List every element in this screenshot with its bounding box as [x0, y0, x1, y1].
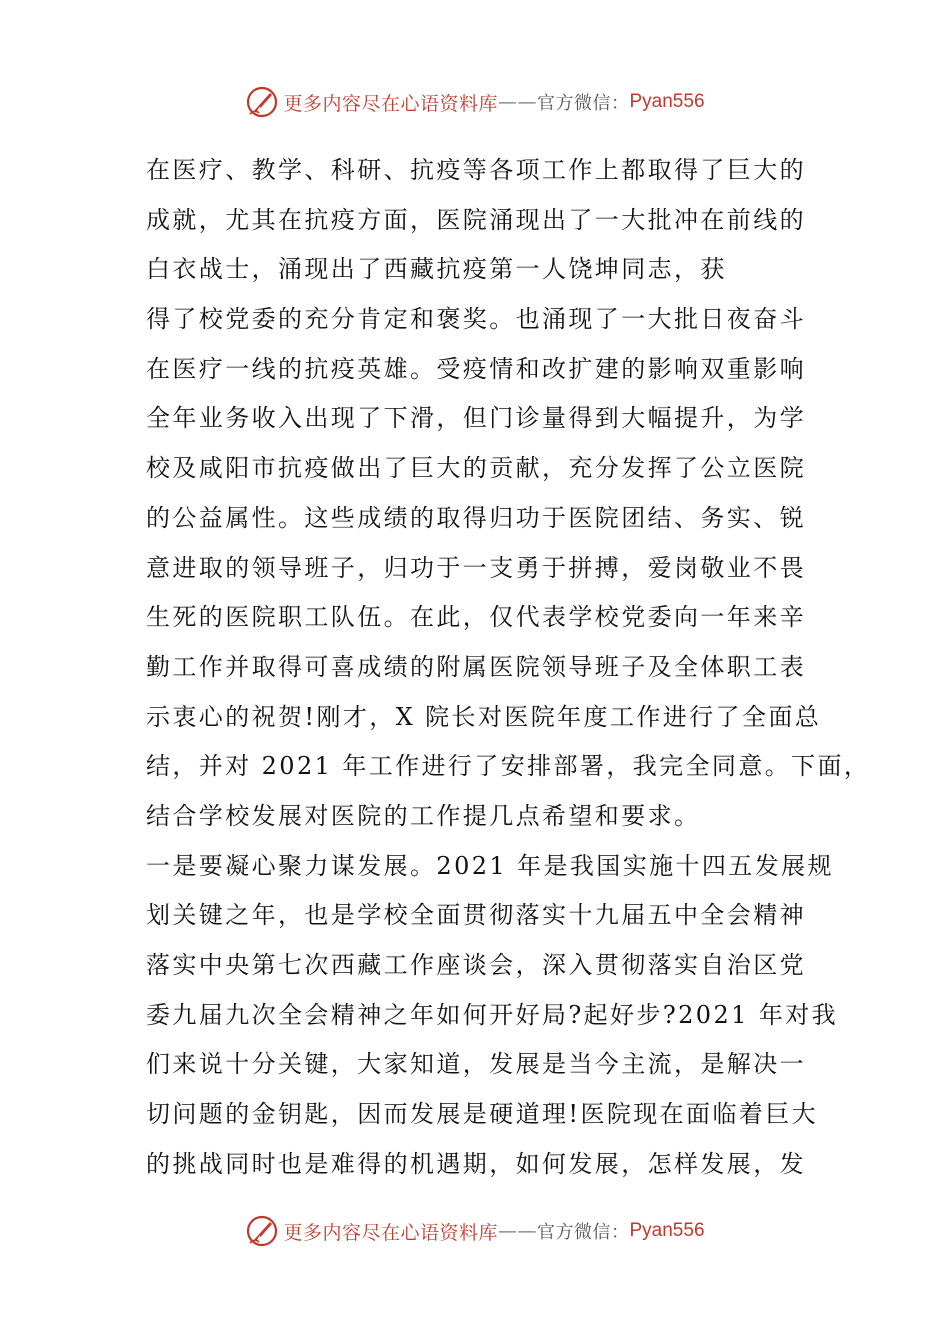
footer-wechat-label: 官方微信：	[537, 1222, 630, 1243]
quill-logo-icon	[245, 1214, 279, 1248]
header-banner	[0, 82, 950, 122]
text-line: 意进取的领导班子，归功于一支勇于拼搏，爱岗敬业不畏	[146, 553, 806, 582]
text-line: 得了校党委的充分肯定和褒奖。也涌现了一大批日夜奋斗	[146, 305, 806, 334]
text-line: 校及咸阳市抗疫做出了巨大的贡献，充分发挥了公立医院	[146, 454, 806, 483]
header-wechat-id: Pyan556	[629, 91, 705, 112]
text-line: 在医疗一线的抗疫英雄。受疫情和改扩建的影响双重影响	[146, 354, 806, 383]
text-line: 委九届九次全会精神之年如何开好局?起好步?2021 年对我	[146, 1000, 839, 1029]
text-line: 白衣战士，涌现出了西藏抗疫第一人饶坤同志，获	[146, 255, 727, 284]
header-dash: ——	[498, 91, 537, 113]
header-wechat-label: 官方微信：	[537, 93, 630, 114]
text-line: 勤工作并取得可喜成绩的附属医院领导班子及全体职工表	[146, 652, 806, 681]
text-line: 成就，尤其在抗疫方面，医院涌现出了一大批冲在前线的	[146, 205, 806, 234]
text-line: 落实中央第七次西藏工作座谈会，深入贯彻落实自治区党	[146, 951, 806, 979]
text-line: 的挑战同时也是难得的机遇期，如何发展，怎样发展，发	[146, 1149, 806, 1178]
footer-wechat-id: Pyan556	[629, 1220, 705, 1241]
footer-site-name: 更多内容尽在心语资料库	[283, 1221, 498, 1244]
quill-logo-icon	[245, 85, 279, 119]
text-line: 们来说十分关键，大家知道，发展是当今主流，是解决一	[146, 1050, 806, 1079]
text-line: 划关键之年，也是学校全面贯彻落实十九届五中全会精神	[146, 901, 806, 930]
text-line: 结合学校发展对医院的工作提几点希望和要求。	[146, 801, 701, 830]
footer-dash: ——	[498, 1220, 537, 1242]
document-body	[146, 146, 871, 1189]
text-line: 的公益属性。这些成绩的取得归功于医院团结、务实、锐	[146, 503, 806, 532]
text-line: 示衷心的祝贺!刚才，X 院长对医院年度工作进行了全面总	[146, 702, 822, 731]
text-line: 一是要凝心聚力谋发展。2021 年是我国实施十四五发展规	[146, 851, 834, 880]
text-line: 结，并对 2021 年工作进行了安排部署，我完全同意。下面，	[146, 752, 871, 781]
text-line: 切问题的金钥匙，因而发展是硬道理!医院现在面临着巨大	[146, 1100, 819, 1129]
text-line: 全年业务收入出现了下滑，但门诊量得到大幅提升，为学	[146, 404, 806, 433]
text-line: 生死的医院职工队伍。在此，仅代表学校党委向一年来辛	[146, 603, 806, 632]
text-line: 在医疗、教学、科研、抗疫等各项工作上都取得了巨大的	[146, 156, 806, 184]
footer-banner	[0, 1211, 950, 1251]
header-site-name: 更多内容尽在心语资料库	[283, 92, 498, 115]
